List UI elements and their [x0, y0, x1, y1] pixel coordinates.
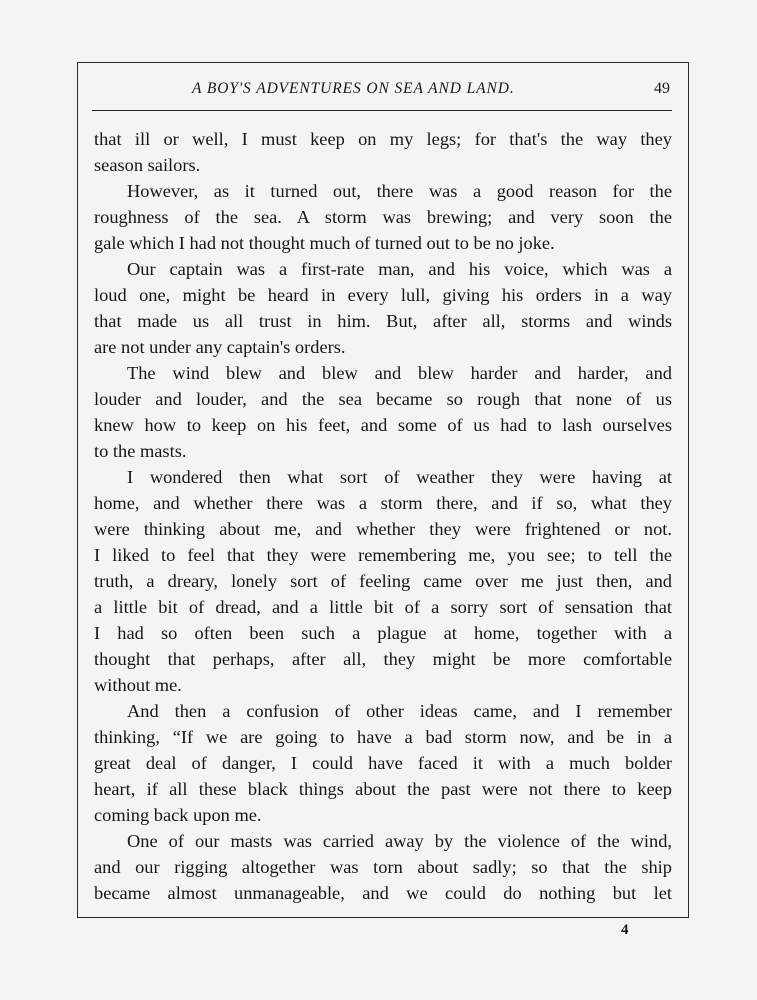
text-line: that ill or well, I must keep on my legs; for that's the way they [94, 129, 672, 149]
text-line: and our rigging altogether was torn about sadly; so that the ship [94, 857, 672, 877]
text-line: thinking, “If we are going to have a bad storm now, and be in a [94, 727, 672, 747]
text-line: One of our masts was carried away by the violence of the wind, [127, 831, 672, 851]
text-line: roughness of the sea. A storm was brewing; and very soon the [94, 207, 672, 227]
text-line: coming back upon me. [94, 805, 262, 825]
text-line: knew how to keep on his feet, and some of us had to lash ourselves [94, 415, 672, 435]
text-line: Our captain was a first-rate man, and his voice, which was a [127, 259, 672, 279]
text-line: I wondered then what sort of weather they were having at [127, 467, 672, 487]
text-line: without me. [94, 675, 182, 695]
running-title: A BOY'S ADVENTURES ON SEA AND LAND. [192, 80, 515, 97]
page-number: 49 [654, 80, 670, 97]
text-line: gale which I had not thought much of turned out to be no joke. [94, 233, 555, 253]
text-line: truth, a dreary, lonely sort of feeling came over me just then, and [94, 571, 672, 591]
text-line: were thinking about me, and whether they were frightened or not. [94, 519, 672, 539]
text-line: The wind blew and blew and blew harder and harder, and [127, 363, 672, 383]
signature-mark: 4 [621, 922, 629, 938]
text-line: And then a confusion of other ideas came, and I remember [127, 701, 672, 721]
text-line: louder and louder, and the sea became so rough that none of us [94, 389, 672, 409]
text-line: a little bit of dread, and a little bit of a sorry sort of sensation that [94, 597, 672, 617]
text-line: loud one, might be heard in every lull, giving his orders in a way [94, 285, 672, 305]
text-line: thought that perhaps, after all, they might be more comfortable [94, 649, 672, 669]
text-line: great deal of danger, I could have faced it with a much bolder [94, 753, 672, 773]
text-line: became almost unmanageable, and we could do nothing but let [94, 883, 672, 903]
text-line: season sailors. [94, 155, 201, 175]
text-line: to the masts. [94, 441, 187, 461]
text-line: However, as it turned out, there was a good reason for the [127, 181, 672, 201]
text-line: are not under any captain's orders. [94, 337, 346, 357]
text-line: home, and whether there was a storm there, and if so, what they [94, 493, 672, 513]
header-rule [92, 110, 672, 111]
running-head [92, 80, 672, 106]
text-line: I liked to feel that they were remembering me, you see; to tell the [94, 545, 672, 565]
text-line: I had so often been such a plague at home, together with a [94, 623, 672, 643]
body-text [94, 126, 672, 906]
text-line: heart, if all these black things about the past were not there to keep [94, 779, 672, 799]
text-line: that made us all trust in him. But, after all, storms and winds [94, 311, 672, 331]
